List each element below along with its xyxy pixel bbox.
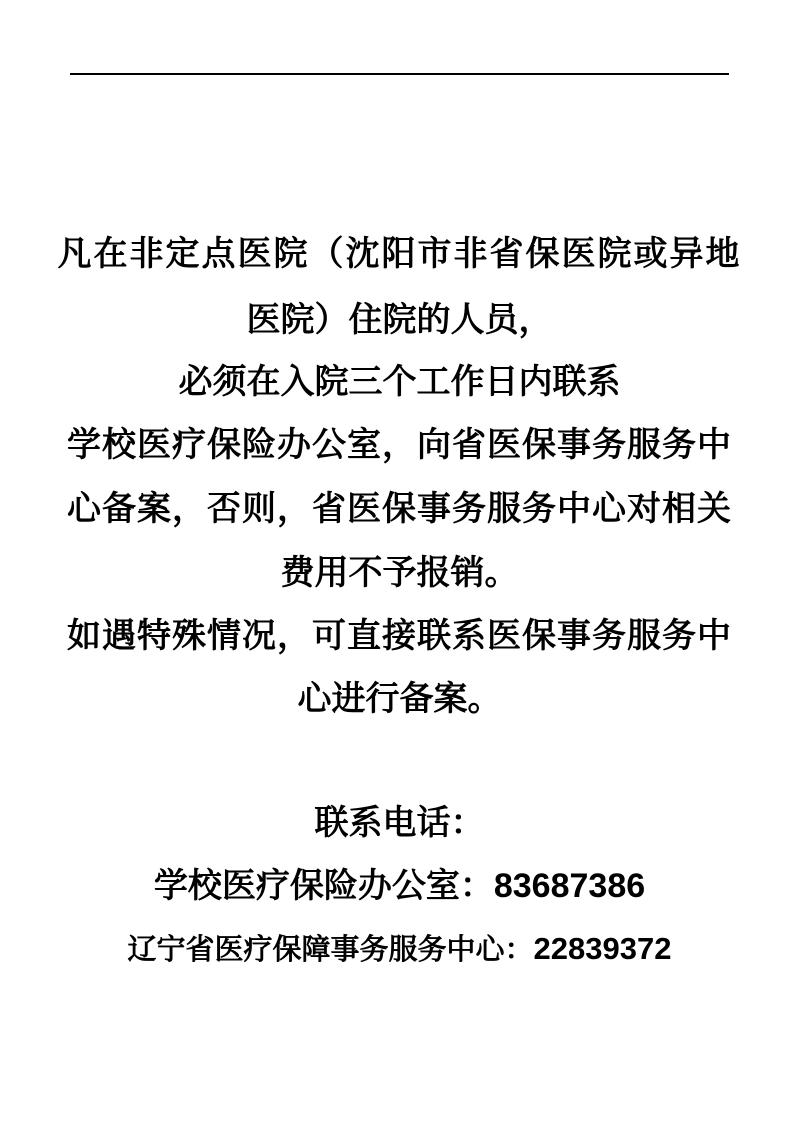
notice-line-5: 心备案，否则，省医保事务服务中心对相关 [67,489,732,529]
school-contact-label: 学校医疗保险办公室： [153,866,494,906]
school-contact [0,864,799,908]
top-divider [70,73,729,75]
contact-heading: 联系电话： [314,803,485,843]
center-contact [0,927,799,971]
notice-line-2: 医院）住院的人员， [246,300,553,340]
notice-line-3: 必须在入院三个工作日内联系 [178,362,621,402]
notice-line-8: 心进行备案。 [297,679,502,719]
center-phone-number: 22839372 [533,931,672,966]
notice-line-6: 费用不予报销。 [280,553,519,593]
notice-line-1: 凡在非定点医院（沈阳市非省保医院或异地 [57,234,742,274]
school-phone-number: 83687386 [493,867,646,905]
center-contact-label: 辽宁省医疗保障事务服务中心： [127,932,534,966]
notice-line-4: 学校医疗保险办公室，向省医保事务服务中 [67,425,732,465]
notice-line-7: 如遇特殊情况，可直接联系医保事务服务中 [67,616,732,656]
